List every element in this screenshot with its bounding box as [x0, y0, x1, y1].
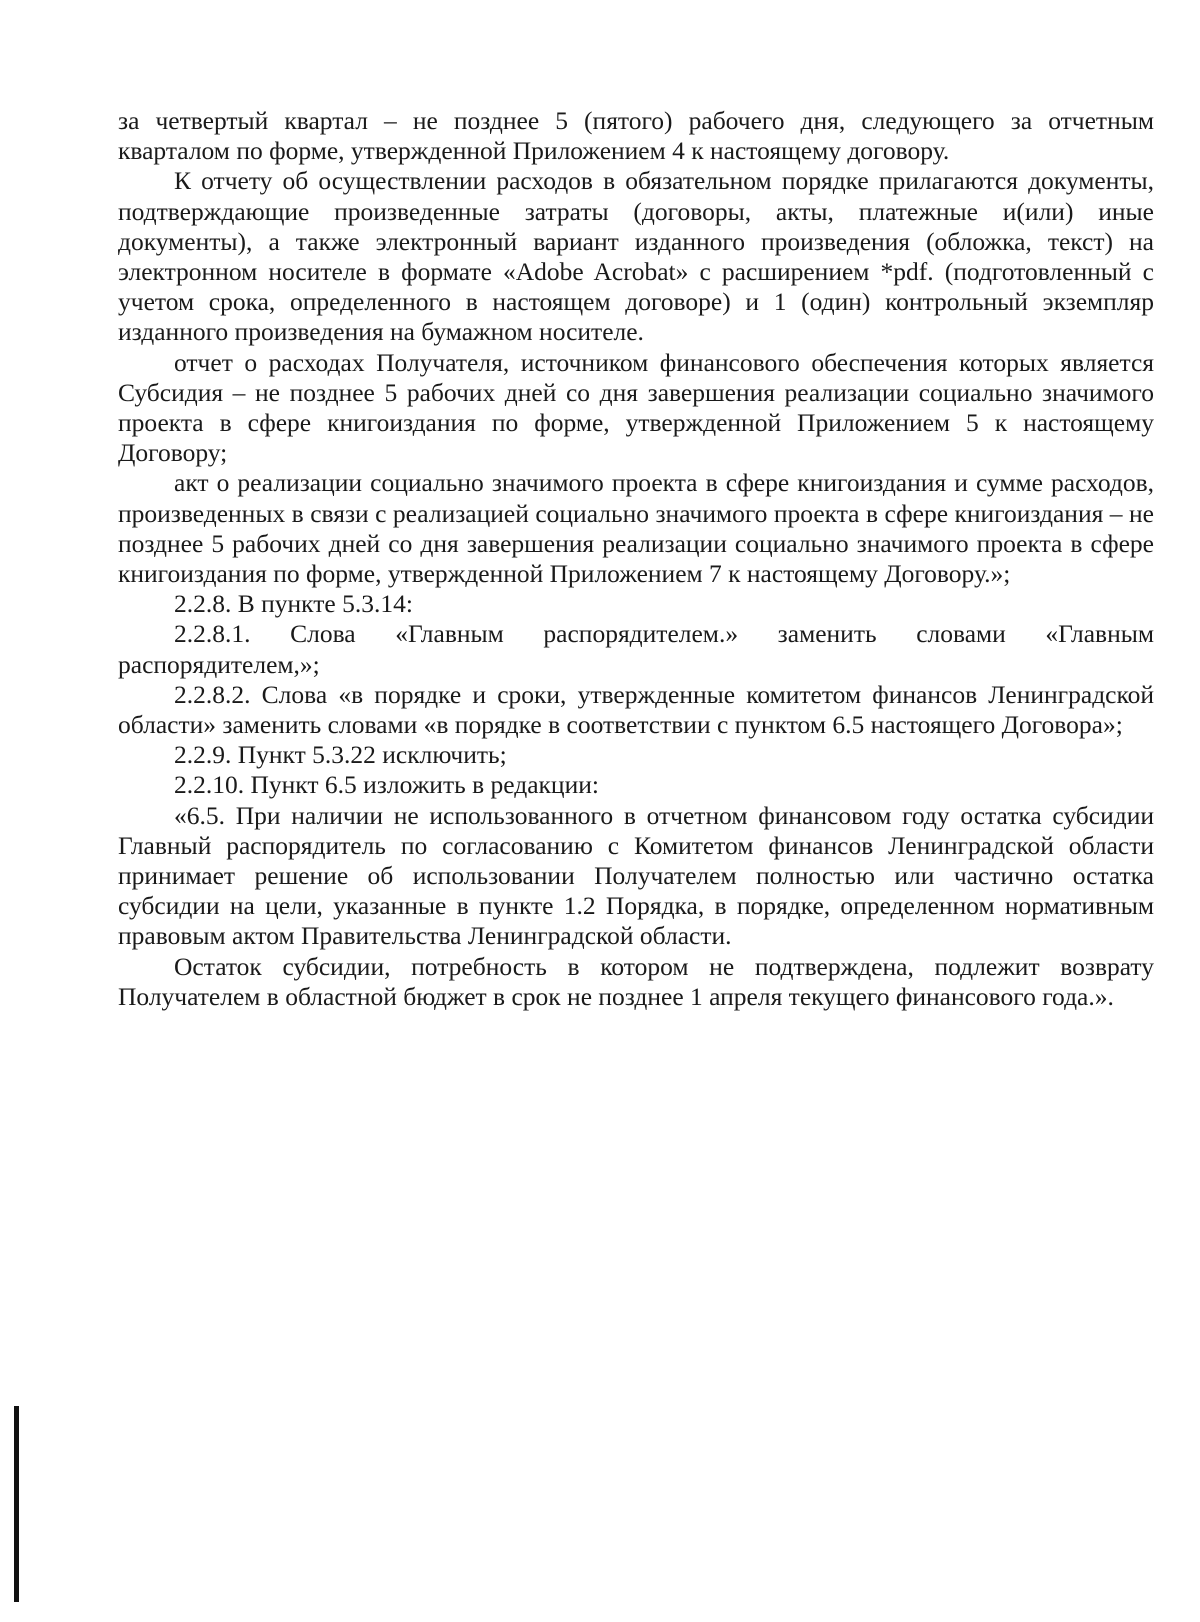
scan-edge-mark [14, 1406, 19, 1602]
document-body [118, 106, 1154, 1012]
paragraph-clause-2-2-9: 2.2.9. Пункт 5.3.22 исключить; [174, 740, 507, 770]
paragraph-quarter-deadline: за четвертый квартал – не позднее 5 (пятого) рабочего дня, следующего за отчетным кварталом по форме, утвержденной Приложением 4 к настоящему договору. [118, 106, 1154, 166]
paragraph-clause-2-2-8: 2.2.8. В пункте 5.3.14: [174, 589, 413, 619]
paragraph-report-attachments: К отчету об осуществлении расходов в обязательном порядке прилагаются документы, подтверждающие произведенные затраты (договоры, акты, платежные и(или) иные документы), а также электронный вариант изданного произведения (обложка, текст) на электронном носителе в формате «Adobe Acrobat» с расширением *pdf. (подготовленный с учетом срока, определенного в настоящем договоре) и 1 (один) контрольный экземпляр изданного произведения на бумажном носителе. [118, 166, 1154, 347]
paragraph-implementation-act: акт о реализации социально значимого проекта в сфере книгоиздания и сумме расходов, произведенных в связи с реализацией социально значимого проекта в сфере книгоиздания – не позднее 5 рабочих дней со дня завершения реализации социально значимого проекта в сфере книгоиздания по форме, утвержденной Приложением 7 к настоящему Договору.»; [118, 468, 1154, 589]
paragraph-clause-2-2-10: 2.2.10. Пункт 6.5 изложить в редакции: [174, 770, 599, 800]
paragraph-clause-6-5: «6.5. При наличии не использованного в отчетном финансовом году остатка субсидии Главный распорядитель по согласованию с Комитетом финансов Ленинградской области принимает решение об использовании Получателем полностью или частично остатка субсидии на цели, указанные в пункте 1.2 Порядка, в порядке, определенном нормативным правовым актом Правительства Ленинградской области. [118, 800, 1154, 951]
paragraph-clause-2-2-8-1: 2.2.8.1. Слова «Главным распорядителем.» заменить словами «Главным распорядителем,»; [118, 619, 1154, 679]
paragraph-clause-2-2-8-2: 2.2.8.2. Слова «в порядке и сроки, утвержденные комитетом финансов Ленинградской области» заменить словами «в порядке в соответствии с пунктом 6.5 настоящего Договора»; [118, 679, 1154, 740]
paragraph-expense-report: отчет о расходах Получателя, источником финансового обеспечения которых является Субсидия – не позднее 5 рабочих дней со дня завершения реализации социально значимого проекта в сфере книгоиздания по форме, утвержденной Приложением 5 к настоящему Договору; [118, 347, 1154, 468]
paragraph-subsidy-return: Остаток субсидии, потребность в котором не подтверждена, подлежит возврату Получателем в областной бюджет в срок не позднее 1 апреля текущего финансового года.». [118, 951, 1154, 1011]
